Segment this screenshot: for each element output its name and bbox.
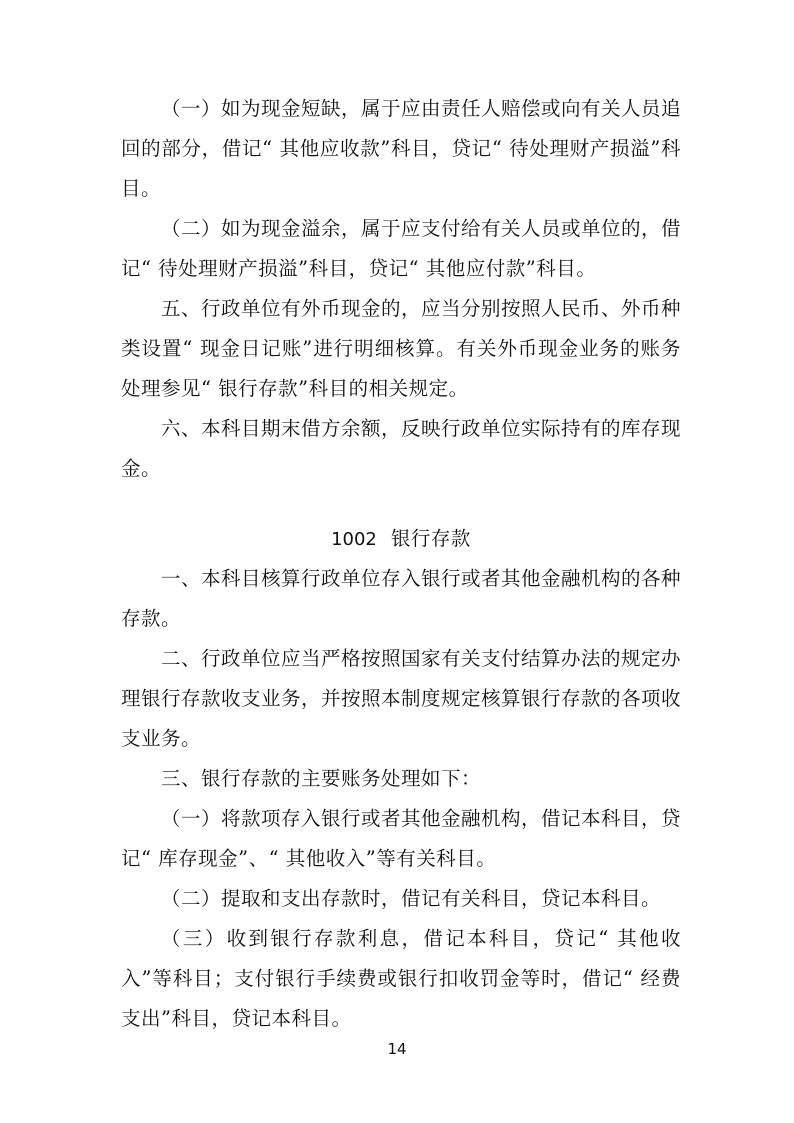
paragraph-scope: 一、本科目核算行政单位存入银行或者其他金融机构的各种存款。	[121, 567, 682, 630]
section-heading	[121, 519, 681, 560]
paragraph-accounting-intro: 三、银行存款的主要账务处理如下：	[161, 767, 482, 790]
paragraph-cash-shortage: （一）如为现金短缺，属于应由责任人赔偿或向有关人员追回的部分，借记“ 其他应收款”科目，贷记“ 待处理财产损溢”科目。	[121, 97, 682, 200]
page-number: 14	[387, 1040, 407, 1058]
paragraph-cash-surplus: （二）如为现金溢余，属于应支付给有关人员或单位的，借记“ 待处理财产损溢”科目，贷记“ 其他应付款”科目。	[121, 217, 682, 280]
section-code: 1002	[331, 529, 377, 550]
paragraph-period-end-balance: 六、本科目期末借方余额，反映行政单位实际持有的库存现金。	[121, 417, 682, 480]
paragraph-settlement-rules: 二、行政单位应当严格按照国家有关支付结算办法的规定办理银行存款收支业务，并按照本制度规定核算银行存款的各项收支业务。	[121, 647, 682, 750]
paragraph-interest: （三）收到银行存款利息，借记本科目，贷记“ 其他收入”等科目；支付银行手续费或银行扣收罚金等时，借记“ 经费支出”科目，贷记本科目。	[121, 927, 681, 1030]
paragraph-foreign-currency: 五、行政单位有外币现金的，应当分别按照人民币、外币种类设置“ 现金日记账”进行明细核算。有关外币现金业务的账务处理参见“ 银行存款”科目的相关规定。	[121, 297, 682, 400]
paragraph-withdrawal: （二）提取和支出存款时，借记有关科目，贷记本科目。	[161, 887, 662, 910]
section-title: 银行存款	[390, 527, 471, 550]
paragraph-deposit: （一）将款项存入银行或者其他金融机构，借记本科目，贷记“ 库存现金”、“ 其他收入”等有关科目。	[121, 807, 682, 870]
